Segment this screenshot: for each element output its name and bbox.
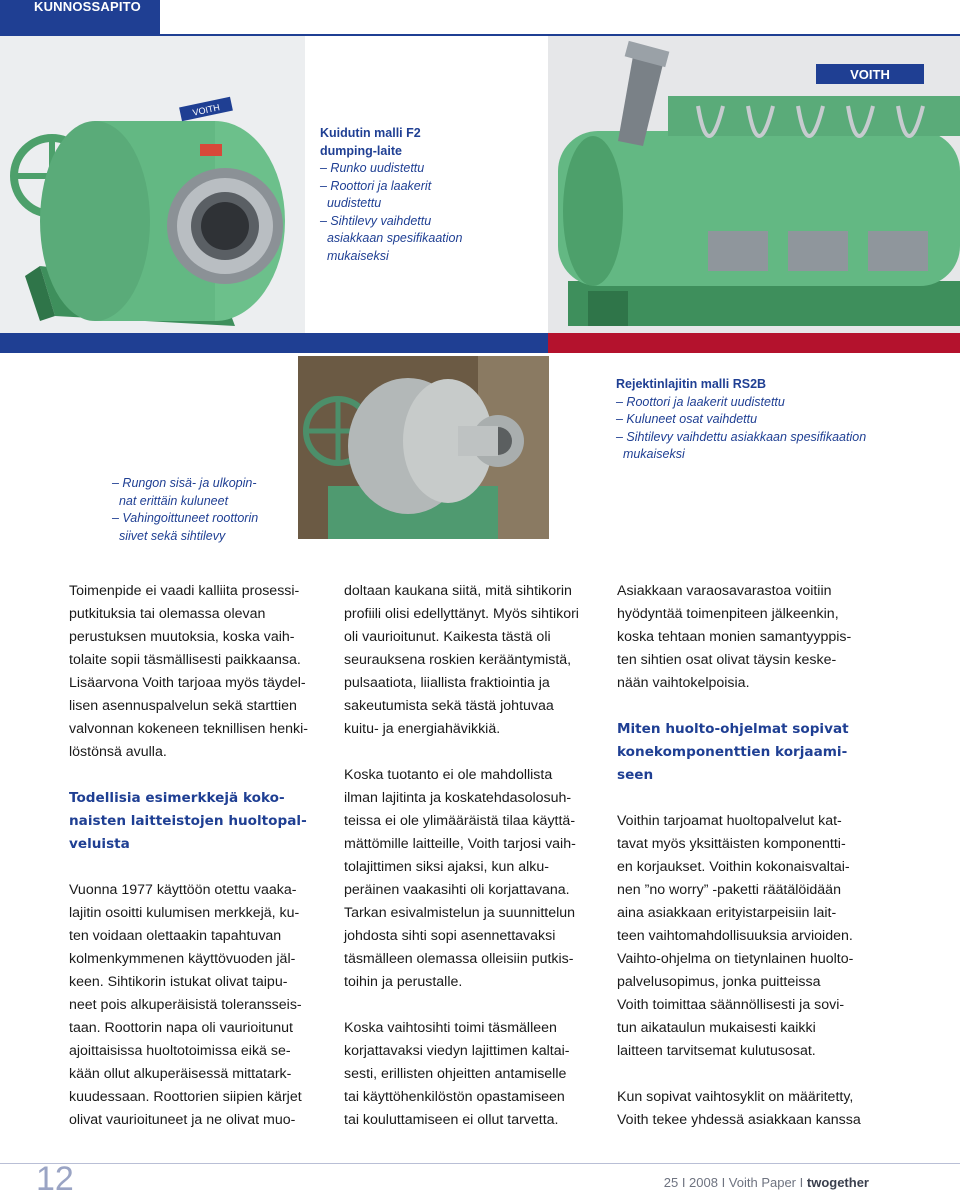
body-line: sesti, erillisten ohjeitten antamiselle (344, 1066, 567, 1082)
caption-f2 (320, 125, 530, 265)
body-line: Lisäarvona Voith tarjoaa myös täydel- (69, 675, 306, 691)
body-line: pulsaatiota, liiallista fraktiointia ja (344, 675, 550, 691)
caption-rs2b (616, 376, 946, 464)
body-line: Kun sopivat vaihtosyklit on määritetty, (617, 1089, 854, 1105)
paragraph-gap (69, 764, 344, 787)
photo-f2-dumping-device (0, 36, 305, 333)
body-column-3 (617, 580, 917, 1132)
body-line: teissa ei ole ylimääräistä tilaa käyttä- (344, 813, 576, 829)
body-line: hyödyntää toimenpiteen jälkeenkin, (617, 606, 839, 622)
body-line: Vuonna 1977 käyttöön otettu vaaka- (69, 882, 297, 898)
body-line: Koska vaihtosihti toimi täsmälleen (344, 1020, 557, 1036)
caption-f2-line: asiakkaan spesifikaation (320, 231, 463, 245)
subheading-line: Miten huolto-ohjelmat sopivat (617, 721, 849, 737)
caption-worn-line: – Rungon sisä- ja ulkopin- (112, 476, 257, 490)
worn-machine-illustration (298, 356, 549, 539)
caption-rs2b-line: – Kuluneet osat vaihdettu (616, 412, 758, 426)
body-line: ten voidaan olettaakin tapahtuvan (69, 928, 282, 944)
body-line: lajitin osoitti kulumisen merkkejä, ku- (69, 905, 300, 921)
caption-rs2b-line: mukaiseksi (616, 447, 685, 461)
subheading-line: Todellisia esimerkkejä koko- (69, 790, 285, 806)
body-line: neet pois alkuperäisistä toleransseis- (69, 997, 302, 1013)
paragraph-gap (617, 1063, 917, 1086)
subheading-line: seen (617, 767, 654, 783)
footer-credit-brand: twogether (806, 1175, 869, 1190)
body-line: korjattavaksi viedyn lajittimen kaltai- (344, 1043, 570, 1059)
body-line: kuudessaan. Roottorien siipien kärjet (69, 1089, 302, 1105)
caption-worn (112, 475, 297, 545)
subheading-line: konekomponenttien korjaami- (617, 744, 848, 760)
paragraph-gap (344, 994, 614, 1017)
paragraph-gap (344, 741, 614, 764)
body-line: koska tehtaan monien samantyyppis- (617, 629, 852, 645)
body-line: tavat myös yksittäisten komponentti- (617, 836, 846, 852)
paragraph-gap (617, 787, 917, 810)
body-line: Koska tuotanto ei ole mahdollista (344, 767, 553, 783)
body-line: aina asiakkaan erityistarpeisiin lait- (617, 905, 837, 921)
body-line: tolajittimen siksi ajaksi, kun alku- (344, 859, 550, 875)
body-column-1 (69, 580, 344, 1132)
body-line: nen ”no worry” -paketti räätälöidään (617, 882, 841, 898)
body-line: en korjaukset. Voithin kokonaisvaltai- (617, 859, 850, 875)
body-line: putkituksia tai olemassa olevan (69, 606, 266, 622)
body-line: toihin ja perustalle. (344, 974, 463, 990)
body-line: nään vaihtokelpoisia. (617, 675, 750, 691)
subheading-line: naisten laitteistojen huoltopal- (69, 813, 307, 829)
f2-machine-illustration (0, 36, 305, 333)
body-line: Voithin tarjoamat huoltopalvelut kat- (617, 813, 842, 829)
caption-f2-line: – Roottori ja laakerit (320, 178, 432, 193)
body-line: löstönsä avulla. (69, 744, 167, 760)
body-column-2 (344, 580, 614, 1132)
rs2b-brand-plate: VOITH (850, 67, 890, 82)
body-line: olivat vaurioituneet ja ne olivat muo- (69, 1112, 296, 1128)
caption-f2-line: mukaiseksi (320, 248, 389, 263)
red-band (548, 333, 960, 353)
body-line: doltaan kaukana siitä, mitä sihtikorin (344, 583, 572, 599)
body-line: Voith tekee yhdessä asiakkaan kanssa (617, 1112, 861, 1128)
body-line: palvelusopimus, jonka puitteissa (617, 974, 821, 990)
caption-f2-line: – Runko uudistettu (320, 161, 425, 175)
body-line: Voith toimittaa säännöllisesti ja sovi- (617, 997, 845, 1013)
body-line: johdosta sihti sopi asennettavaksi (344, 928, 556, 944)
body-line: profiili olisi edellyttänyt. Myös sihtikori (344, 606, 579, 622)
body-line: ajoittaisissa huoltotoimissa eikä se- (69, 1043, 291, 1059)
paragraph-gap (69, 856, 344, 879)
caption-f2-line: uudistettu (320, 196, 382, 210)
caption-f2-heading-2: dumping-laite (320, 143, 402, 158)
footer-credit-prefix: 25 I 2008 I Voith Paper I (663, 1175, 804, 1190)
f2-brand-plate: VOITH (191, 102, 221, 118)
body-line: Toimenpide ei vaadi kalliita prosessi- (69, 583, 300, 599)
body-line: mättömille laitteille, Voith tarjosi vaih- (344, 836, 576, 852)
body-line: laitteen tarvitsemat kulutusosat. (617, 1043, 816, 1059)
body-line: oli vaurioitunut. Kaikesta tästä oli (344, 629, 551, 645)
footer-credit (664, 1175, 869, 1190)
footer-rule (0, 1163, 960, 1164)
caption-rs2b-heading: Rejektinlajitin malli RS2B (616, 377, 767, 391)
caption-rs2b-line: – Sihtilevy vaihdettu asiakkaan spesifikaation (616, 429, 867, 444)
body-line: tun aikataulun mukaisesti kaikki (617, 1020, 816, 1036)
photo-worn-sorter (298, 356, 549, 539)
caption-worn-line: nat erittäin kuluneet (112, 493, 229, 508)
page-number: 12 (36, 1160, 74, 1198)
body-line: sakeutumista sekä tästä johtuvaa (344, 698, 554, 714)
body-line: keen. Sihtikorin istukat olivat taipu- (69, 974, 288, 990)
body-line: kuitu- ja energiahävikkiä. (344, 721, 501, 737)
caption-f2-heading-1: Kuidutin malli F2 (320, 126, 421, 140)
body-line: Asiakkaan varaosavarastoa voitiin (617, 583, 832, 599)
paragraph-gap (617, 695, 917, 718)
body-line: täsmälleen olemassa olleisiin putkis- (344, 951, 574, 967)
body-line: valvonnan kokeneen teknillisen henki- (69, 721, 308, 737)
body-line: teen vaihtomahdollisuuksia arvioiden. (617, 928, 853, 944)
body-line: lisen asennuspalvelun sekä starttien (69, 698, 297, 714)
body-line: Tarkan esivalmistelun ja suunnittelun (344, 905, 576, 921)
body-line: taan. Roottorin napa oli vaurioitunut (69, 1020, 293, 1036)
rs2b-machine-illustration (548, 36, 960, 333)
section-label: KUNNOSSAPITO (34, 0, 141, 14)
caption-rs2b-line: – Roottori ja laakerit uudistettu (616, 394, 785, 409)
photo-rs2b-reject-sorter (548, 36, 960, 333)
body-line: tai kouluttamiseen ei ollut tarvetta. (344, 1112, 559, 1128)
body-line: seurauksena roskien kerääntymistä, (344, 652, 572, 668)
caption-worn-line: siivet sekä sihtilevy (112, 528, 226, 543)
blue-band (0, 333, 548, 353)
body-line: perustuksen muutoksia, koska vaih- (69, 629, 295, 645)
body-line: kään ollut alkuperäisessä mittatark- (69, 1066, 292, 1082)
body-line: kolmenkymmenen käyttövuoden jäl- (69, 951, 296, 967)
body-line: ilman lajitinta ja koskatehdasolosuh- (344, 790, 572, 806)
subheading-line: veluista (69, 836, 130, 852)
body-line: Vaihto-ohjelma on tietynlainen huolto- (617, 951, 854, 967)
body-line: tai käyttöhenkilöstön opastamiseen (344, 1089, 565, 1105)
body-line: peräinen vaakasihti oli korjattavana. (344, 882, 570, 898)
body-line: ten sihtien osat olivat täysin keske- (617, 652, 837, 668)
caption-worn-line: – Vahingoittuneet roottorin (112, 511, 259, 525)
caption-f2-line: – Sihtilevy vaihdettu (320, 213, 432, 228)
body-line: tolaite sopii täsmällisesti paikkaansa. (69, 652, 301, 668)
